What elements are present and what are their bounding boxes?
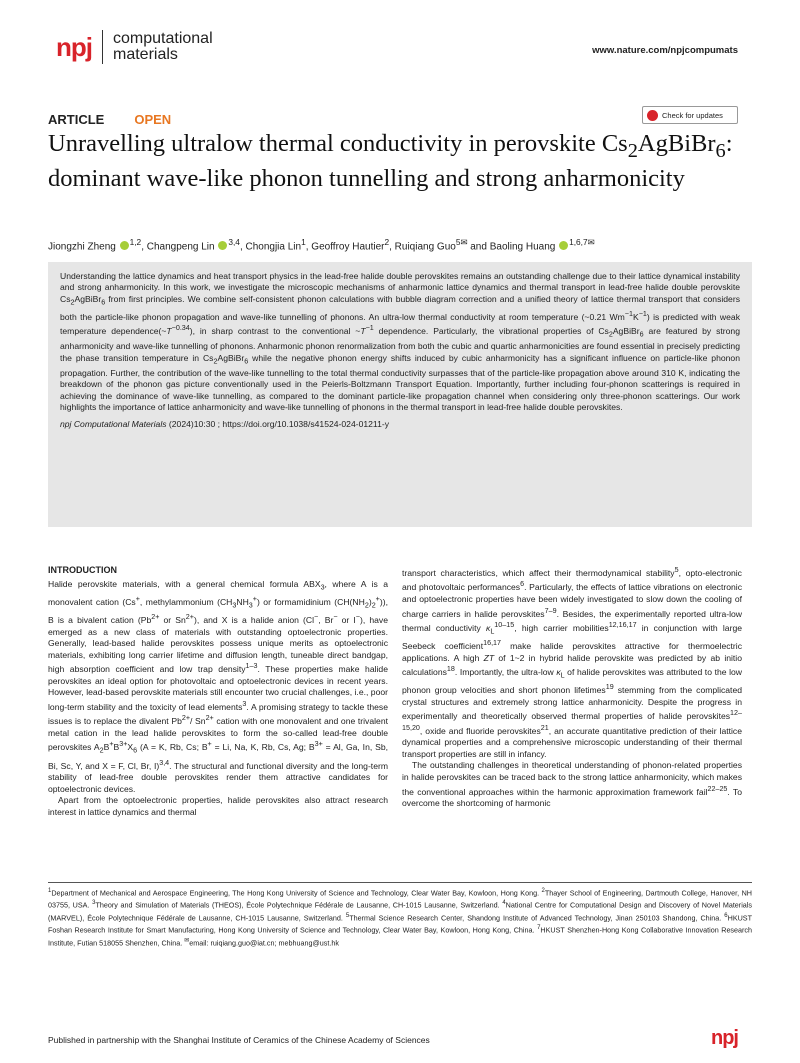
article-title: Unravelling ultralow thermal conductivity in perovskite $Cs_2AgBiBr_6$: dominant wave-like phonon tunnelling and strong anharmonicity xyxy=(48,130,733,193)
paragraph: Halide perovskite materials, with a general chemical formula $ABX_3$, where A is a monovalent cation (Cs+, methylammonium $(CH_3NH_3^+)$ or formamidinium $(CH(NH_2)_2^+)$), B is a bivalent cation ($Pb^{2+}$ or $Sn^{2+}$), and X is a halide anion (Cl−, Br− or I−), have emerged as a new class of materials with outstanding optoelectronic properties. Generally, lead-based halide perovskites possess unique merits as optoelectronic materials, exhibiting long carrier lifetime and diffusion length, tuneable direct bandgap, high absorption coefficient and low trap density$^{1-3}$. These properties make halide perovskites an ideal option for photovoltaic and optoelectronic devices in recent years. However, lead-based perovskite materials still encounter two crucial challenges, i.e., poor long-term stability and the toxicity of lead elements$^3$. A promising strategy to tackle these issues is to replace the divalent $Pb^{2+}/$ $Sn^{2+}$ cation with one monovalent and one trivalent metal cation in the lead halide perovskites to form the so-called lead-free double perovskites $A_2B^+B^{3+}X_6$ (A = K, Rb, Cs; B+ = Li, Na, K, Rb, Cs, Ag; $B^{3+} = Al$, Ga, In, Sb, Bi, Sc, Y, and X = F, Cl, Br, I)$^{3,4}$. The structural and functional diversity and the long-term stability of lead-free double perovskites render them attractive candidates for optoelectronic devices. xyxy=(48,578,389,794)
check-for-updates-label: Check for updates xyxy=(662,110,723,120)
open-access-label: OPEN xyxy=(134,112,172,127)
article-type-line xyxy=(48,112,171,127)
journal-name-line2: materials xyxy=(113,46,178,63)
section-heading-introduction: INTRODUCTION xyxy=(48,565,117,575)
footnote-divider xyxy=(48,882,752,883)
footer-text: Published in partnership with the Shanghai Institute of Ceramics of the Chinese Academy of Sciences xyxy=(48,1035,430,1045)
body-column-right xyxy=(402,565,742,810)
paragraph: transport characteristics, which affect their thermodynamical stability$^5$, opto-electronic and photovoltaic performances$^6$. Particularly, the effects of lattice vibrations on electronic and optoelectronic properties have been widely investigated to slow down the cooling of charge carriers in halide perovskites$^{7-9}$. Besides, the experimentally reported ultra-low thermal conductivity $\kappa_L^{10-15}$, high carrier mobilities$^{12,16,17}$ in conjunction with large Seebeck coefficient$^{16,17}$ make halide perovskites attractive for thermoelectric applications. A high ZT of 1~2 in hybrid halide perovskite was predicted by ab initio calculations$^{18}$. Importantly, the ultra-low $\kappa_L$ of halide perovskites was attributed to the low phonon group velocities and short phonon lifetimes$^{19}$ stemming from the complicated crystal structures and extremely strong lattice anharmonicity. Despite the progress in experimentally and theoretically observed thermal properties of halide perovskites$^{12-15,20}$, oxide and fluoride perovskites$^{21}$, an accurate quantitative prediction of their lattice dynamical properties and a comprehensive microscopic understanding of their thermal transport properties are still in infancy. xyxy=(402,566,743,759)
abstract-text: Understanding the lattice dynamics and heat transport physics in the lead-free halide double perovskites remains an outstanding challenge due to their lattice dynamical instability and strong anharmonicity. In this work, we investigate the microscopic mechanisms of anharmonic lattice dynamics and thermal transport in lead-free halide double perovskite $Cs_2AgBiBr_6$ from first principles. We combine self-consistent phonon calculations with bubble diagram correction and a unified theory of lattice thermal transport that considers both the particle-like phonon propagation and wave-like tunnelling of phonons. An ultra-low thermal conductivity at room temperature (~0.21 $Wm^{-1}K^{-1}$) is predicted with weak temperature $dependence(\sim T^{-0.34})$, in sharp contrast to the conventional $\sim T^{-1}$ dependence. Particularly, the vibrational properties of $Cs_2AgBiBr_6$ are featured by strong anharmonicity and wave-like tunnelling of phonons. Anharmonic phonon renormalization from both the cubic and quartic anharmonicities are found essential in precisely predicting the phase transition temperature in $Cs_2AgBiBr_6$ while the negative phonon energy shifts induced by cubic anharmonicity has a significant influence on particle-like phonon propagation. Further, the contribution of the wave-like tunnelling to the total thermal conductivity surpasses that of the particle-like propagation above around 310 K, indicating the breakdown of the phonon gas picture conventionally used in the Peierls-Boltzmann Transport Equation. Importantly, further including four-phonon scatterings is required in achieving the dominance of wave-like tunnelling, as compared to the dominant particle-like propagation channel when considering only three-phonon scatterings. Our work highlights the importance of lattice anharmonicity and wave-like tunnelling of phonons in the thermal transport in lead-free halide double perovskites. xyxy=(60,271,740,412)
check-for-updates-button[interactable] xyxy=(642,106,738,124)
journal-name xyxy=(113,31,213,63)
abstract-box xyxy=(48,262,752,527)
citation-doi-link[interactable]: (2024)10:30 ; https://doi.org/10.1038/s41524-024-01211-y xyxy=(166,419,390,430)
crossmark-icon xyxy=(647,110,658,121)
logo-divider xyxy=(102,30,103,64)
article-type-label: ARTICLE xyxy=(48,112,105,127)
journal-url-link[interactable]: www.nature.com/npjcompumats xyxy=(592,45,738,56)
citation-journal: npj Computational Materials xyxy=(60,419,167,430)
citation-line xyxy=(60,419,740,430)
journal-name-line1: computational xyxy=(113,30,213,47)
paragraph: The outstanding challenges in theoretical understanding of phonon-related properties in halide perovskites can be traced back to the strong lattice anharmonicity, which makes the conventional approaches within the harmonic approximation framework fail$^{22-25}$. To overcome the shortcoming of harmonic xyxy=(402,760,742,809)
journal-logo[interactable] xyxy=(56,30,213,64)
author-list: Jiongzhi Zheng $^{1,2}$, Changpeng Lin $^{3,4}$, Chongjia Lin$^1$, Geoffroy Hautier$^2$, Ruiqiang Guo$^{5✉}$ and Baoling Huang $^{1,6,7✉}$ xyxy=(48,237,595,253)
paragraph: Apart from the optoelectronic properties, halide perovskites also attract research interest in lattice dynamics and thermal xyxy=(48,795,388,817)
body-column-left xyxy=(48,565,388,818)
footer-npj-logo: npj xyxy=(711,1027,738,1049)
npj-logo-mark: npj xyxy=(56,31,92,62)
affiliations: $^1$Department of Mechanical and Aerospace Engineering, The Hong Kong University of Science and Technology, Clear Water Bay, Kowloon, Hong Kong. $^2$Thayer School of Engineering, Dartmouth College, Hanover, NH 03755, USA. $^3$Theory and Simulation of Materials (THEOS), École Polytechnique Fédérale de Lausanne, CH-1015 Lausanne, Switzerland. $^4$National Centre for Computational Design and Discovery of Novel Materials (MARVEL), École Polytechnique Fédérale de Lausanne, CH-1015 Lausanne, Switzerland. $^5$Thermal Science Research Center, Shandong Institute of Advanced Technology, Jinan 250103 Shandong, China. $^6$HKUST Foshan Research Institute for Smart Manufacturing, Hong Kong University of Science and Technology, Clear Water Bay, Kowloon, Hong Kong, China. $^7$HKUST Shenzhen-Hong Kong Collaborative Innovation Research Institute, Futian 518055 Shenzhen, China. ✉email: ruiqiang.guo@iat.cn; mebhuang@ust.hk xyxy=(48,888,753,947)
